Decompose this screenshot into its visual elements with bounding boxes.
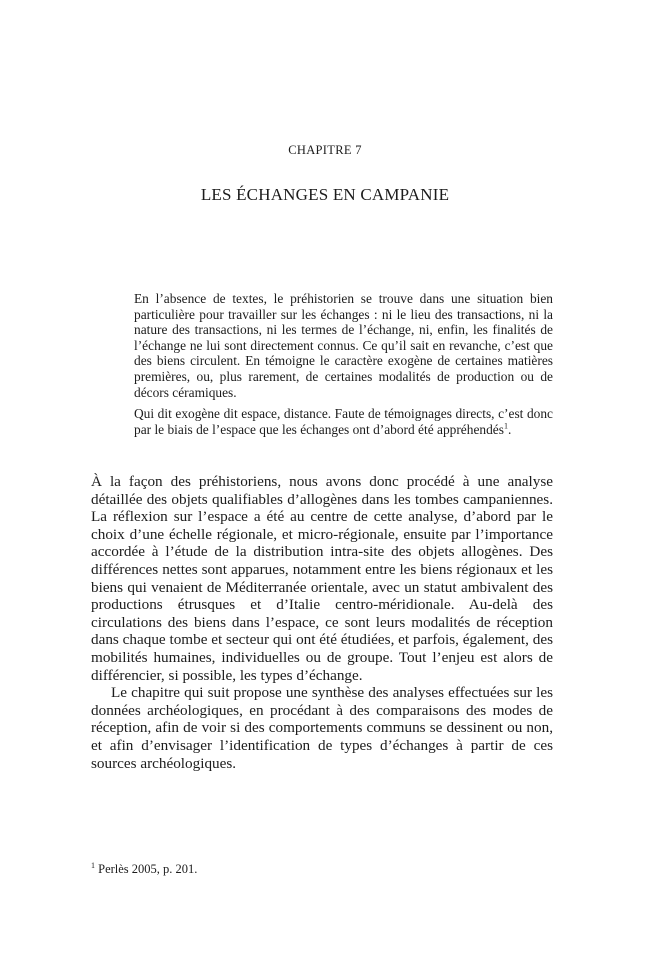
abstract-paragraph-1: En l’absence de textes, le préhistorien se trouve dans une situation bien particulière pour travailler sur les échanges : ni le lieu des transactions, ni la nature des transactions, ni les termes de l’échange, ni, enfin, les finalités de l’échange ne lui sont directement connus. Ce qu’il sait en revanche, c’est que des biens circulent. En témoigne le caractère exogène de certaines matières premières, ou, plus rarement, de certaines modalités de production ou de décors céramiques.	[134, 291, 553, 400]
footnote-reference[interactable]: 1	[503, 421, 508, 431]
chapter-label: CHAPITRE 7	[288, 143, 362, 157]
abstract-paragraph-2: Qui dit exogène dit espace, distance. Faute de témoignages directs, c’est donc par le biais de l’espace que les échanges ont d’abord été appréhendés$^1$.	[134, 406, 553, 437]
footnote	[91, 862, 197, 877]
chapter-abstract	[134, 291, 553, 443]
chapter-body	[91, 473, 553, 772]
body-paragraph-2: Le chapitre qui suit propose une synthèse des analyses effectuées sur les données archéologiques, en procédant à des comparaisons des modes de réception, afin de voir si des comportements communs se dessinent ou non, et afin d’envisager l’identification de types d’échanges à partir de ces sources archéologiques.	[91, 684, 553, 772]
body-paragraph-1: À la façon des préhistoriens, nous avons donc procédé à une analyse détaillée des objets qualifiables d’allogènes dans les tombes campaniennes. La réflexion sur l’espace a été au centre de cette analyse, d’abord par le choix d’une échelle régionale, et micro-régionale, ensuite par l’importance accordée à l’étude de la distribution intra-site des objets allogènes. Des différences nettes sont apparues, notamment entre les biens régionaux et les biens qui venaient de Méditerranée orientale, avec un statut ambivalent des productions étrusques et d’Italie centro-méridionale. Au-delà des circulations des biens dans l’espace, ce sont leurs modalités de réception dans chaque tombe et secteur qui ont été étudiées, et parfois, également, des mobilités humaines, individuelles ou de groupe. Tout l’enjeu est alors de différencier, si possible, les types d’échange.	[91, 473, 553, 684]
chapter-title: LES ÉCHANGES EN CAMPANIE	[200, 185, 450, 204]
footnote-text: Perlès 2005, p. 201.	[95, 862, 198, 876]
footnote-number: 1	[91, 860, 95, 870]
abstract-paragraph-2-text: Qui dit exogène dit espace, distance. Faute de témoignages directs, c’est donc par le biais de l’espace que les échanges ont d’abord été appréhendés	[134, 406, 553, 437]
